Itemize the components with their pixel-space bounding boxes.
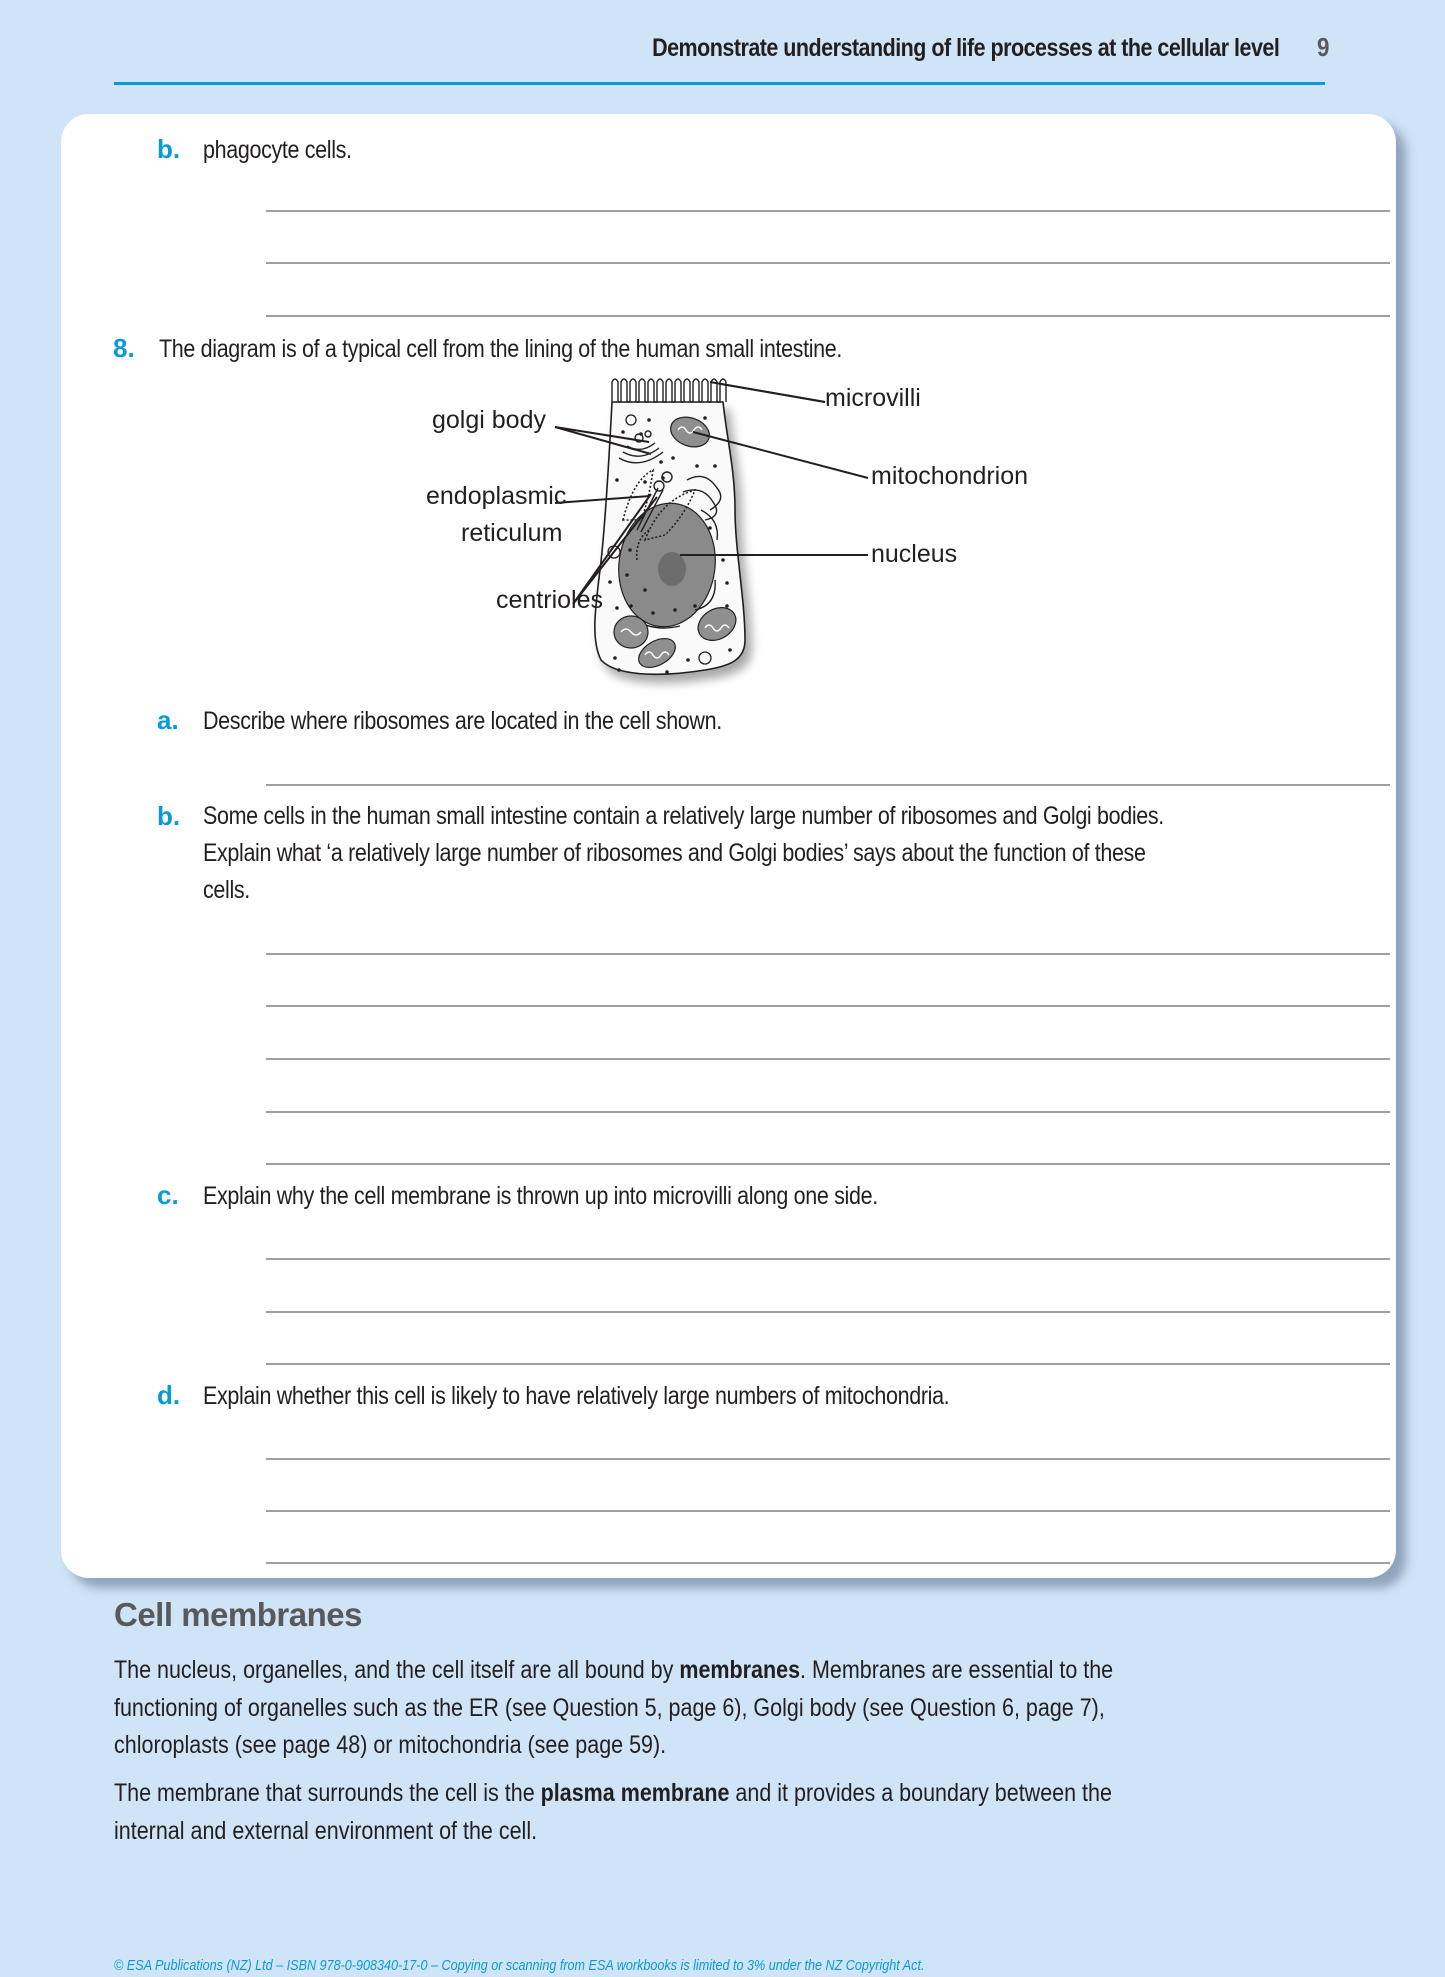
section-title: Cell membranes bbox=[114, 1596, 362, 1633]
question-text-line: Some cells in the human small intestine contain a relatively large number of ribosomes and Golgi bodies. bbox=[203, 802, 1164, 830]
answer-line[interactable] bbox=[266, 1562, 1390, 1564]
question-number: 8. bbox=[113, 333, 135, 363]
paragraph-line: chloroplasts (see page 48) or mitochondria (see page 59). bbox=[114, 1731, 667, 1759]
answer-line[interactable] bbox=[266, 784, 1390, 786]
text-run: . Membranes are essential to the bbox=[800, 1656, 1114, 1684]
question-8c bbox=[157, 1177, 988, 1215]
question-text bbox=[203, 798, 1320, 909]
question-label: a. bbox=[157, 705, 179, 735]
question-text: The diagram is of a typical cell from the lining of the human small intestine. bbox=[159, 335, 843, 363]
question-text: Explain whether this cell is likely to have relatively large numbers of mitochondria. bbox=[203, 1382, 950, 1410]
paragraph-line: internal and external environment of the cell. bbox=[114, 1816, 538, 1845]
keyword-membranes: membranes bbox=[679, 1656, 801, 1684]
text-run: The membrane that surrounds the cell is the bbox=[114, 1779, 541, 1807]
answer-line[interactable] bbox=[266, 1510, 1390, 1512]
keyword-plasma-membrane: plasma membrane bbox=[540, 1779, 730, 1807]
answer-line[interactable] bbox=[266, 210, 1390, 212]
question-8b bbox=[157, 798, 1320, 909]
label-reticulum: reticulum bbox=[461, 519, 563, 547]
label-centrioles: centrioles bbox=[496, 586, 603, 614]
nucleolus bbox=[658, 552, 686, 586]
answer-line[interactable] bbox=[266, 315, 1390, 317]
microvilli bbox=[612, 379, 726, 402]
answer-line[interactable] bbox=[266, 1163, 1390, 1165]
question-text: phagocyte cells. bbox=[203, 136, 352, 164]
chapter-title: Demonstrate understanding of life processes at the cellular level bbox=[652, 34, 1280, 62]
paragraph-line: functioning of organelles such as the ER (see Question 5, page 6), Golgi body (see Question 6, page 7), bbox=[114, 1693, 1105, 1722]
answer-line[interactable] bbox=[266, 1311, 1390, 1313]
paragraph-line bbox=[114, 1652, 1189, 1690]
question-text: Describe where ribosomes are located in the cell shown. bbox=[203, 707, 722, 735]
question-8a bbox=[157, 702, 806, 740]
question-label: d. bbox=[157, 1380, 181, 1410]
question-text-line: cells. bbox=[203, 876, 250, 904]
answer-line[interactable] bbox=[266, 1363, 1390, 1365]
question-label: c. bbox=[157, 1180, 179, 1210]
paragraph-line bbox=[114, 1775, 1189, 1813]
answer-line[interactable] bbox=[266, 953, 1390, 955]
question-8d bbox=[157, 1377, 1071, 1415]
question-card bbox=[61, 114, 1396, 1578]
label-nucleus: nucleus bbox=[871, 540, 958, 568]
header-rule bbox=[114, 82, 1325, 85]
paragraph-membranes bbox=[114, 1652, 1364, 1765]
answer-line[interactable] bbox=[266, 1005, 1390, 1007]
copyright-footer: © ESA Publications (NZ) Ltd – ISBN 978-0-908340-17-0 – Copying or scanning from ESA workbooks is limited to 3% under the NZ Copyright Act. bbox=[114, 1957, 925, 1974]
answer-line[interactable] bbox=[266, 262, 1390, 264]
question-label: b. bbox=[157, 801, 181, 831]
label-microvilli: microvilli bbox=[825, 384, 921, 412]
paragraph-plasma-membrane bbox=[114, 1775, 1364, 1850]
text-run: The nucleus, organelles, and the cell itself are all bound by bbox=[114, 1656, 680, 1684]
label-golgi-body: golgi body bbox=[432, 406, 546, 434]
answer-line[interactable] bbox=[266, 1111, 1390, 1113]
label-endoplasmic: endoplasmic bbox=[426, 482, 567, 510]
question-text: Explain why the cell membrane is thrown up into microvilli along one side. bbox=[203, 1182, 878, 1210]
intestinal-cell-diagram bbox=[405, 370, 1045, 700]
label-mitochondrion: mitochondrion bbox=[871, 462, 1029, 490]
page-number: 9 bbox=[1316, 32, 1329, 62]
question-7b bbox=[157, 131, 376, 169]
answer-line[interactable] bbox=[266, 1258, 1390, 1260]
running-header bbox=[550, 32, 1330, 63]
question-label: b. bbox=[157, 134, 181, 164]
text-run: and it provides a boundary between the bbox=[729, 1779, 1112, 1807]
question-8 bbox=[113, 330, 953, 368]
question-text-line: Explain what ‘a relatively large number of ribosomes and Golgi bodies’ says about the function of these bbox=[203, 839, 1146, 867]
answer-line[interactable] bbox=[266, 1058, 1390, 1060]
answer-line[interactable] bbox=[266, 1458, 1390, 1460]
